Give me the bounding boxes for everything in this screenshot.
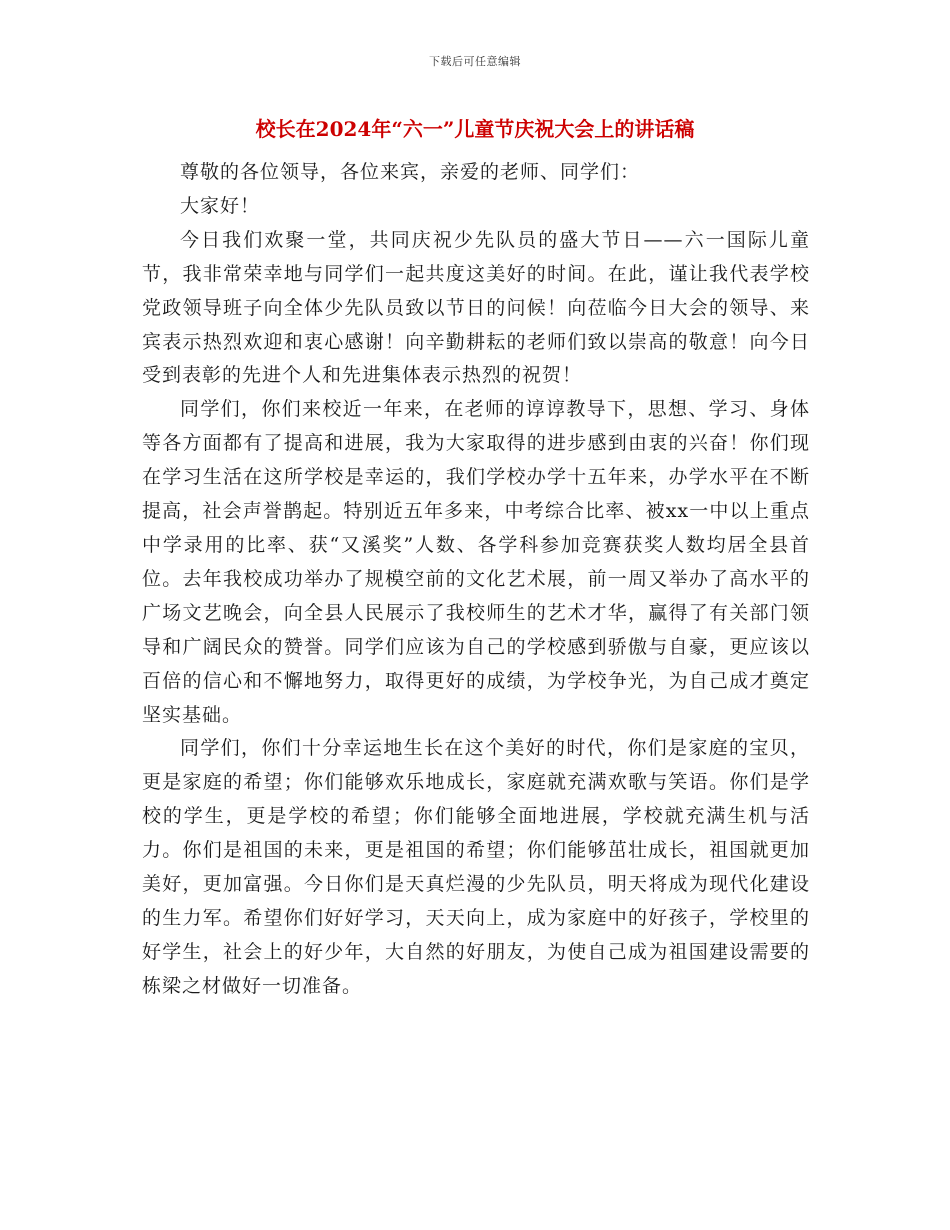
document-title: 校长在2024年“六一”儿童节庆祝大会上的讲话稿 xyxy=(255,117,695,141)
document-body xyxy=(142,156,810,1004)
body-paragraph: 今日我们欢聚一堂，共同庆祝少先队员的盛大节日——六一国际儿童节，我非常荣幸地与同学们一起共度这美好的时间。在此，谨让我代表学校党政领导班子向全体少先队员致以节日的问候！向莅临今日大会的领导、来宾表示热烈欢迎和衷心感谢！向辛勤耕耘的老师们致以崇高的敬意！向今日受到表彰的先进个人和先进集体表示热烈的祝贺！ xyxy=(142,228,810,387)
body-paragraph: 同学们，你们十分幸运地生长在这个美好的时代，你们是家庭的宝贝，更是家庭的希望；你们能够欢乐地成长，家庭就充满欢歌与笑语。你们是学校的学生，更是学校的希望；你们能够全面地进展，学校就充满生机与活力。你们是祖国的未来，更是祖国的希望；你们能够茁壮成长，祖国就更加美好，更加富强。今日你们是天真烂漫的少先队员，明天将成为现代化建设的生力军。希望你们好好学习，天天向上，成为家庭中的好孩子，学校里的好学生，社会上的好少年，大自然的好朋友，为使自己成为祖国建设需要的栋梁之材做好一切准备。 xyxy=(142,737,810,997)
body-paragraph: 同学们，你们来校近一年来，在老师的谆谆教导下，思想、学习、身体等各方面都有了提高和进展，我为大家取得的进步感到由衷的兴奋！你们现在学习生活在这所学校是幸运的，我们学校办学十五年来，办学水平在不断提高，社会声誉鹊起。特别近五年多来，中考综合比率、被xx一中以上重点中学录用的比率、获“又溪奖”人数、各学科参加竞赛获奖人数均居全县首位。去年我校成功举办了规模空前的文化艺术展，前一周又举办了高水平的广场文艺晚会，向全县人民展示了我校师生的艺术才华，赢得了有关部门领导和广阔民众的赞誉。同学们应该为自己的学校感到骄傲与自豪，更应该以百倍的信心和不懈地努力，取得更好的成绩，为学校争光，为自己成才奠定坚实基础。 xyxy=(142,398,810,726)
salutation-paragraph: 尊敬的各位领导，各位来宾，亲爱的老师、同学们： xyxy=(180,161,641,183)
greeting-paragraph: 大家好！ xyxy=(180,194,261,217)
header-note: 下载后可任意编辑 xyxy=(429,55,521,68)
